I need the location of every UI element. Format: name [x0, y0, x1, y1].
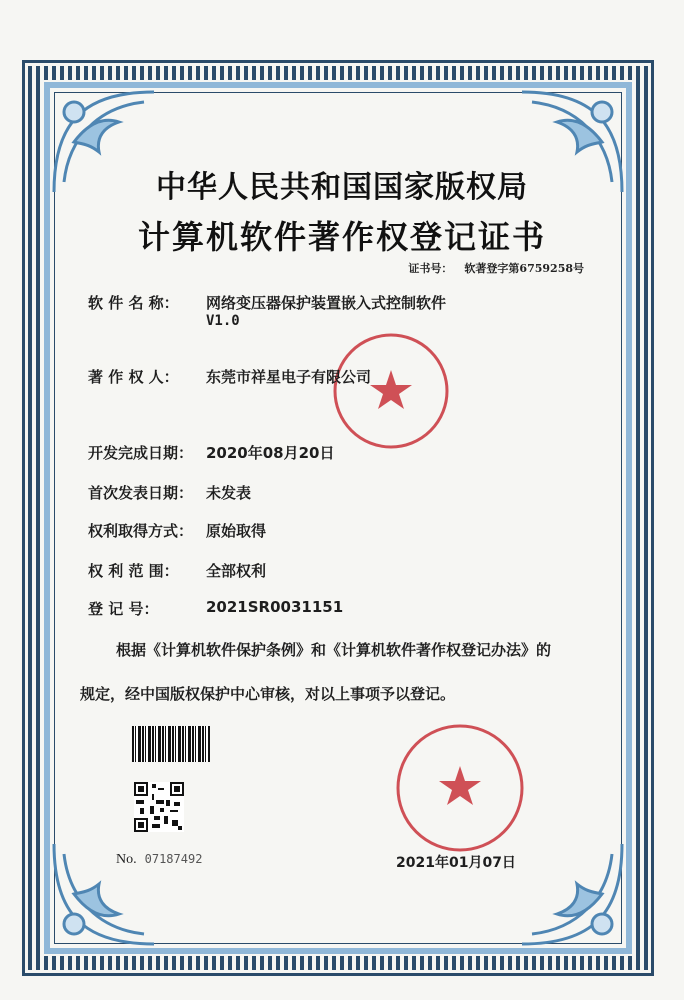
serial-number	[116, 852, 202, 868]
field-label: 开发完成日期：	[88, 444, 194, 462]
statement-line-2: 规定，经中国版权保护中心审核，对以上事项予以登记。	[80, 685, 456, 703]
agency-seal-star	[439, 766, 481, 805]
field-value: 全部权利	[206, 562, 267, 580]
certificate-title: 计算机软件著作权登记证书	[137, 218, 546, 256]
field-value: 2021SR0031151	[206, 598, 344, 616]
field-completion-date	[88, 442, 335, 463]
field-value: 原始取得	[206, 522, 267, 540]
field-software-name	[88, 292, 446, 329]
field-label: 权 利 范 围：	[88, 562, 179, 580]
field-label: 权利取得方式：	[88, 522, 194, 540]
qr-code	[134, 782, 184, 832]
certificate-number-value: 软著登字第6759258号	[464, 262, 584, 275]
field-value: 东莞市祥星电子有限公司	[206, 368, 372, 386]
field-acquisition-method	[88, 520, 266, 541]
field-first-publication-date	[88, 482, 251, 503]
company-seal-star	[370, 370, 412, 409]
issuer-title: 中华人民共和国国家版权局	[156, 170, 528, 205]
certificate-number	[408, 260, 584, 276]
field-value: 未发表	[206, 484, 252, 502]
issue-date: 2021年01月07日	[396, 855, 516, 871]
barcode	[132, 726, 210, 762]
statement-line-1	[80, 628, 600, 672]
certificate-number-label: 证书号：	[408, 262, 453, 275]
field-label: 著 作 权 人：	[88, 368, 179, 386]
field-rights-scope	[88, 560, 266, 581]
field-label: 首次发表日期：	[88, 484, 194, 502]
field-label: 登 记 号：	[88, 600, 159, 618]
field-label: 软 件 名 称：	[88, 294, 179, 312]
agency-seal	[392, 720, 528, 856]
field-registration-number	[88, 598, 343, 619]
corner-ornament-bottom-right	[512, 834, 632, 954]
serial-number-value: 07187492	[144, 852, 203, 866]
serial-number-label: No.	[116, 852, 137, 867]
statement-paragraph	[80, 628, 600, 716]
field-copyright-owner	[88, 366, 371, 387]
statement-line-1-text: 根据《计算机软件保护条例》和《计算机软件著作权登记办法》的	[116, 641, 552, 659]
company-seal	[330, 330, 452, 452]
field-value: 网络变压器保护装置嵌入式控制软件	[206, 294, 447, 312]
field-value-version: V1.0	[206, 313, 240, 329]
field-value: 2020年08月20日	[206, 444, 335, 462]
